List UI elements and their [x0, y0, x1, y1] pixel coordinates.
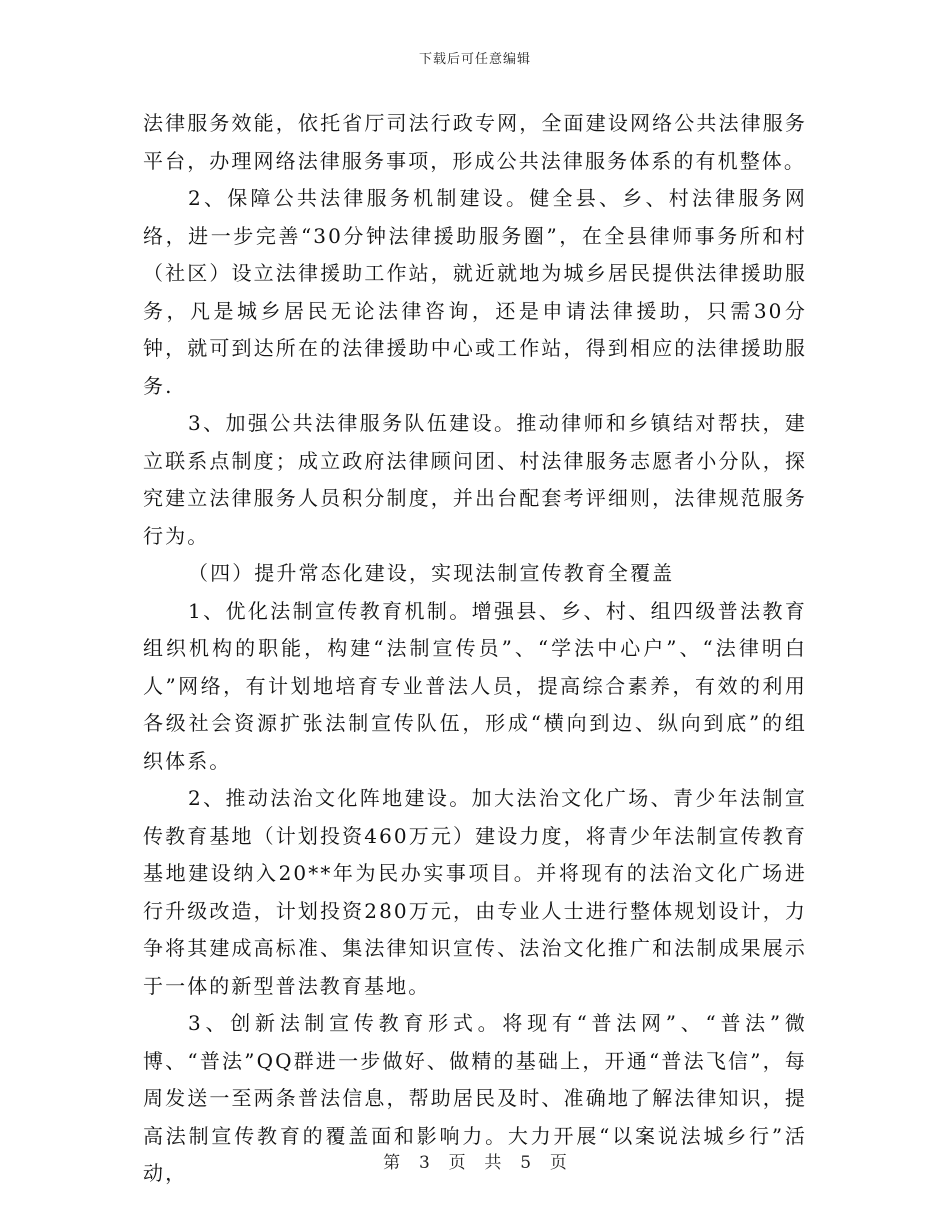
page-header: 下载后可任意编辑 — [418, 52, 531, 67]
page-footer — [0, 1152, 950, 1174]
current-page-number: 3 — [418, 1153, 430, 1173]
paragraph-item-2-culture: 2、推动法治文化阵地建设。加大法治文化广场、青少年法制宣传教育基地（计划投资460万元）建设力度，将青少年法制宣传教育基地建设纳入20**年为民办实事项目。并将现有的法治文化广场进行升级改造，计划投资280万元，由专业人士进行整体规划设计，力争将其建成高标准、集法律知识宣传、法治文化推广和法制成果展示于一体的新型普法教育基地。 — [143, 786, 807, 998]
paragraph-continuation: 法律服务效能，依托省厅司法行政专网，全面建设网络公共法律服务平台，办理网络法律服务事项，形成公共法律服务体系的有机整体。 — [143, 111, 807, 173]
paragraph-item-2-mechanism: 2、保障公共法律服务机制建设。健全县、乡、村法律服务网络，进一步完善“30分钟法律援助服务圈”，在全县律师事务所和村（社区）设立法律援助工作站，就近就地为城乡居民提供法律援助服务，凡是城乡居民无论法律咨询，还是申请法律援助，只需30分钟，就可到达所在的法律援助中心或工作站，得到相应的法律援助服务. — [143, 186, 807, 398]
footer-total-word: 共 — [484, 1153, 502, 1173]
total-page-count: 5 — [520, 1153, 532, 1173]
footer-page-word: 页 — [448, 1153, 466, 1173]
footer-suffix: 页 — [549, 1153, 567, 1173]
document-body — [143, 105, 807, 1193]
paragraph-item-3-team: 3、加强公共法律服务队伍建设。推动律师和乡镇结对帮扶，建立联系点制度；成立政府法律顾问团、村法律服务志愿者小分队，探究建立法律服务人员积分制度，并出台配套考评细则，法律规范服务行为。 — [143, 411, 807, 548]
section-heading-4: （四）提升常态化建设，实现法制宣传教育全覆盖 — [188, 561, 675, 585]
paragraph-item-3-innovation: 3、创新法制宣传教育形式。将现有“普法网”、“普法”微博、“普法”QQ群进一步做好、做精的基础上，开通“普法飞信”，每周发送一至两条普法信息，帮助居民及时、准确地了解法律知识，提高法制宣传教育的覆盖面和影响力。大力开展“以案说法城乡行”活动， — [143, 1011, 807, 1185]
footer-prefix: 第 — [383, 1153, 401, 1173]
paragraph-item-1-education: 1、优化法制宣传教育机制。增强县、乡、村、组四级普法教育组织机构的职能，构建“法制宣传员”、“学法中心户”、“法律明白人”网络，有计划地培育专业普法人员，提高综合素养，有效的利用各级社会资源扩张法制宣传队伍，形成“横向到边、纵向到底”的组织体系。 — [143, 598, 807, 773]
